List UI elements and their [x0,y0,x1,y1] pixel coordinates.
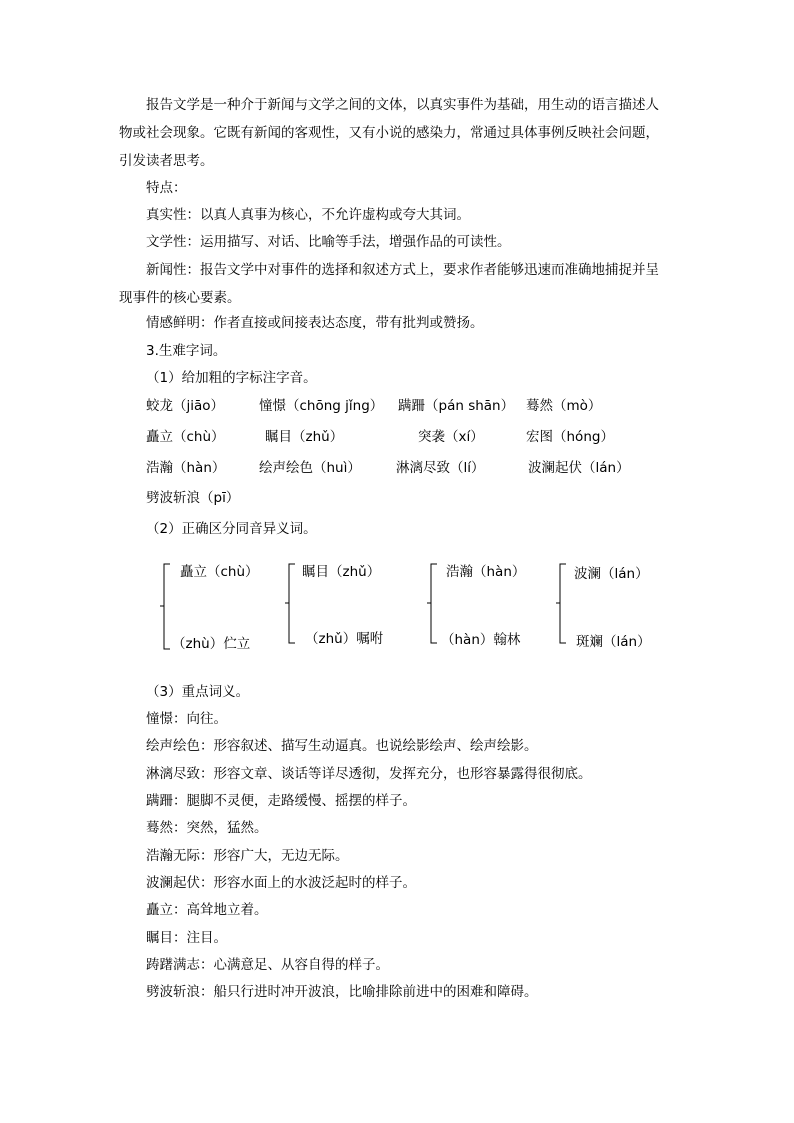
intro-line-3: 引发读者思考。 [119,153,214,169]
pinyin-item: 蹒跚（pán shān） [398,398,515,414]
bracket-icon [285,563,299,645]
pinyin-item: 蓦然（mò） [526,398,602,414]
pinyin-item: 宏图（hóng） [526,429,614,445]
homophone-top: 矗立（chù） [180,564,259,580]
pinyin-item: 憧憬（chōng jǐng） [259,398,384,414]
homophone-top: 浩瀚（hàn） [446,564,526,580]
meaning-item: 绘声绘色：形容叙述、描写生动逼真。也说绘影绘声、绘声绘影。 [146,738,538,754]
meaning-item: 蹒跚：腿脚不灵便，走路缓慢、摇摆的样子。 [146,793,416,809]
feature-literary: 文学性：运用描写、对话、比喻等手法，增强作品的可读性。 [146,234,511,250]
subsection-2-title: （2）正确区分同音异义词。 [146,521,317,537]
meaning-item: 蓦然：突然，猛然。 [146,820,268,836]
homophone-top: 波澜（lán） [574,566,649,582]
intro-line-1: 报告文学是一种介于新闻与文学之间的文体，以真实事件为基础，用生动的语言描述人 [146,97,659,113]
pinyin-item: 绘声绘色（huì） [259,460,361,476]
meaning-item: 瞩目：注目。 [146,930,227,946]
pinyin-item: 淋漓尽致（lí） [396,460,485,476]
meaning-item: 踌躇满志：心满意足、从容自得的样子。 [146,957,389,973]
homophone-bottom: （hàn）翰林 [441,632,521,648]
bracket-icon [427,563,441,645]
pinyin-item: 劈波斩浪（pī） [146,490,240,506]
pinyin-item: 突袭（xí） [418,429,484,445]
meaning-item: 浩瀚无际：形容广大，无边无际。 [146,848,349,864]
intro-line-2: 物或社会现象。它既有新闻的客观性，又有小说的感染力，常通过具体事例反映社会问题， [119,125,659,141]
meaning-item: 淋漓尽致：形容文章、谈话等详尽透彻，发挥充分，也形容暴露得很彻底。 [146,766,592,782]
subsection-3-title: （3）重点词义。 [146,684,250,700]
feature-emotion: 情感鲜明：作者直接或间接表达态度，带有批判或赞扬。 [146,315,484,331]
meaning-item: 矗立：高耸地立着。 [146,902,268,918]
bracket-icon [556,563,570,645]
homophone-bottom: 斑斓（lán） [576,634,651,650]
homophone-top: 瞩目（zhǔ） [302,564,381,580]
meaning-item: 憧憬：向往。 [146,711,227,727]
subsection-1-title: （1）给加粗的字标注字音。 [146,370,317,386]
pinyin-item: 蛟龙（jiāo） [146,398,225,414]
homophone-bottom: （zhù）伫立 [172,636,251,652]
pinyin-item: 波澜起伏（lán） [528,460,630,476]
meaning-item: 波澜起伏：形容水面上的水波泛起时的样子。 [146,875,416,891]
pinyin-item: 瞩目（zhǔ） [265,429,344,445]
feature-truth: 真实性：以真人真事为核心，不允许虚构或夸大其词。 [146,207,470,223]
pinyin-item: 浩瀚（hàn） [146,460,226,476]
feature-news-line-2: 现事件的核心要素。 [119,290,241,306]
feature-news-line-1: 新闻性：报告文学中对事件的选择和叙述方式上，要求作者能够迅速而准确地捕捉并呈 [146,262,659,278]
features-heading: 特点： [146,180,187,196]
pinyin-item: 矗立（chù） [146,429,225,445]
homophone-bottom: （zhǔ）嘱咐 [305,631,384,647]
meaning-item: 劈波斩浪：船只行进时冲开波浪，比喻排除前进中的困难和障碍。 [146,984,538,1000]
section-3-title: 3.生难字词。 [146,343,227,359]
